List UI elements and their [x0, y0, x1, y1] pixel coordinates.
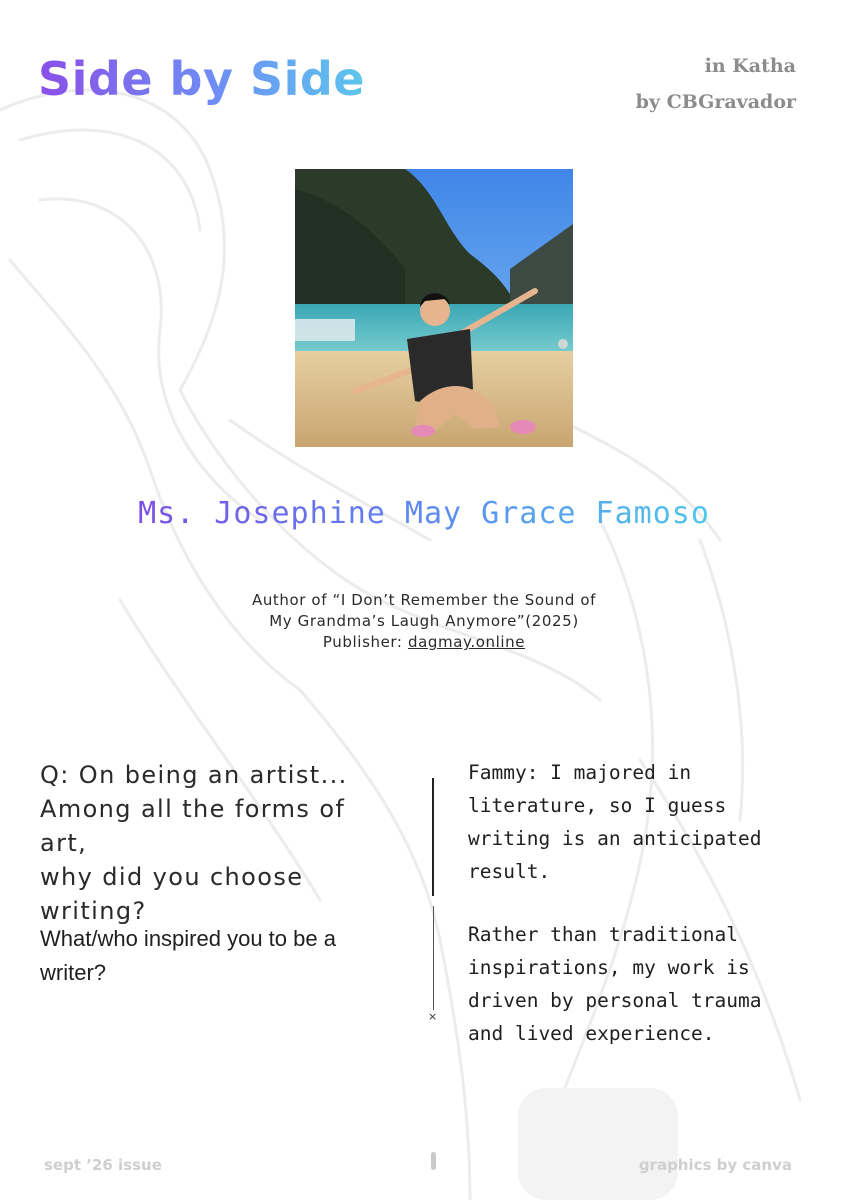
sub-question-line-2: writer? [40, 960, 107, 985]
answer-1-line-2: literature, so I guess [468, 794, 727, 817]
column-divider-bottom [433, 906, 434, 1010]
interviewee-name [0, 496, 848, 531]
publisher-link[interactable]: dagmay.online [407, 633, 526, 651]
column-divider-top [432, 778, 434, 896]
author-credit: by CBGravador [635, 91, 796, 113]
author-info [0, 590, 848, 653]
page-title: Side by Side [38, 52, 365, 106]
book-title-line-2: My Grandma’s Laugh Anymore”(2025) [269, 612, 579, 630]
answer-1 [468, 756, 818, 888]
publication-label: in Katha [704, 55, 796, 77]
answer-1-line-3: writing is an anticipated [468, 827, 762, 850]
issue-label: sept ’26 issue [44, 1156, 162, 1174]
beach-portrait-photo-icon [295, 169, 573, 447]
page-marker [431, 1152, 436, 1170]
question-line-1: Q: On being an artist... [40, 761, 348, 789]
question-line-4: writing? [40, 897, 147, 925]
inspiration-question [40, 922, 400, 990]
book-title-line-1: Author of “I Don’t Remember the Sound of [251, 591, 597, 609]
answer-2-line-2: inspirations, my work is [468, 956, 750, 979]
byline [636, 48, 796, 120]
portrait-photo [295, 169, 573, 447]
interview-question [40, 758, 400, 928]
answer-1-line-4: result. [468, 860, 551, 883]
answer-2-line-1: Rather than traditional [468, 923, 739, 946]
answer-2-line-3: driven by personal trauma [468, 989, 762, 1012]
answer-2-line-4: and lived experience. [468, 1022, 715, 1045]
answer-2 [468, 918, 818, 1050]
sub-question-line-1: What/who inspired you to be a [40, 926, 336, 951]
graphics-credit: graphics by canva [638, 1156, 792, 1174]
divider-end-mark: × [428, 1010, 438, 1023]
publisher-label: Publisher: [322, 633, 403, 651]
interviewee-name-text: Ms. Josephine May Grace Famoso [138, 496, 710, 531]
publisher-line [0, 632, 848, 653]
answer-1-line-1: Fammy: I majored in [468, 761, 692, 784]
question-line-2: Among all the forms of art, [40, 795, 346, 857]
question-line-3: why did you choose [40, 863, 304, 891]
